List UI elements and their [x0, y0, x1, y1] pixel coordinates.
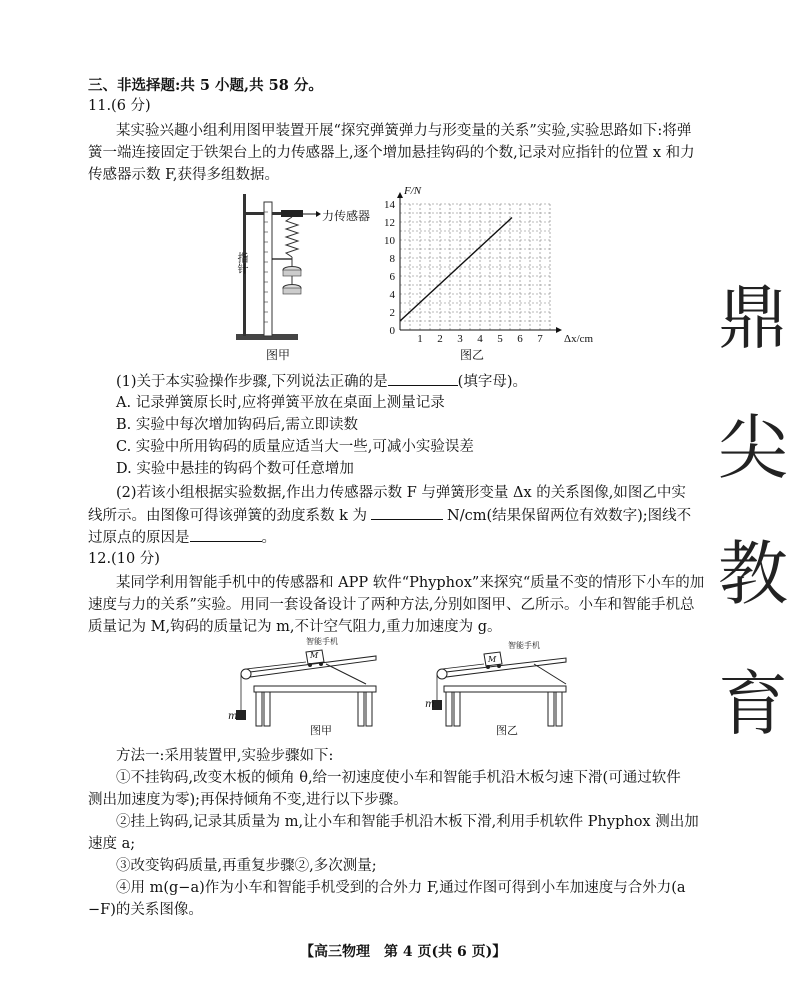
- q11-intro-line2: 簧一端连接固定于铁架台上的力传感器上,逐个增加悬挂钩码的个数,记录对应指针的位置 x 和力: [88, 145, 695, 161]
- q11-option-c: C. 实验中所用钩码的质量应适当大一些,可减小实验误差: [116, 439, 474, 455]
- q12-M-label-a: M: [310, 651, 319, 660]
- q11-fig-b-label: 图乙: [460, 348, 485, 362]
- q12-m-label-b: m: [425, 699, 435, 710]
- q11-part2-stem: 线所示。由图像可得该弹簧的劲度系数 k 为: [88, 508, 368, 524]
- y-tick-label: 10: [384, 235, 395, 247]
- q11-intro-line3: 传感器示数 F,获得多组数据。: [88, 167, 280, 183]
- q11-part2-line1: (2)若该小组根据实验数据,作出力传感器示数 F 与弹簧形变量 Δx 的关系图像,如图乙中实: [116, 485, 686, 501]
- table-top-b: [444, 686, 566, 692]
- q11-option-a: A. 记录弹簧原长时,应将弹簧平放在桌面上测量记录: [116, 395, 445, 411]
- x-tick-label: 7: [537, 333, 543, 345]
- pointer-label: 指针: [236, 252, 249, 274]
- q11-part1-stem: (1)关于本实验操作步骤,下列说法正确的是: [116, 374, 388, 390]
- q12-M-label-b: M: [488, 655, 497, 664]
- y-tick-label: 14: [384, 199, 395, 211]
- y-tick-label: 12: [384, 217, 395, 229]
- q11-part2-line2: [88, 505, 691, 526]
- q11-option-b: B. 实验中每次增加钩码后,需立即读数: [116, 417, 358, 433]
- q12-intro-line2: 速度与力的关系”实验。用同一套设备设计了两种方法,分别如图甲、乙所示。小车和智能手机总: [88, 597, 695, 613]
- y-tick-label: 2: [389, 307, 395, 319]
- q12-phone-label-a: 智能手机: [306, 637, 338, 646]
- hanging-mass: [236, 710, 246, 720]
- force-sensor: [281, 210, 303, 217]
- q11-part1-answer-blank[interactable]: [388, 371, 458, 386]
- pulley-b: [437, 669, 447, 679]
- q12-step1-line2: 测出加速度为零);再保持倾角不变,进行以下步骤。: [88, 792, 408, 808]
- sensor-arrow-head: [316, 211, 321, 217]
- q12-m-label-a: m: [228, 711, 238, 722]
- q11-part1-suffix: (填字母)。: [457, 374, 527, 390]
- q11-reason-answer-blank[interactable]: [190, 527, 262, 542]
- q11-part2-reason-stem: 过原点的原因是: [88, 530, 190, 546]
- x-tick-label: 1: [417, 333, 423, 345]
- x-tick-label: 2: [437, 333, 443, 345]
- pulley: [241, 669, 251, 679]
- q12-step3: ③改变钩码质量,再重复步骤②,多次测量;: [116, 858, 377, 874]
- q12-step1-line1: ①不挂钩码,改变木板的倾角 θ,给一初速度使小车和智能手机沿木板匀速下滑(可通过软件: [116, 770, 681, 786]
- table-top: [254, 686, 376, 692]
- y-tick-label: 8: [389, 253, 395, 265]
- q12-title: 12.(10 分): [88, 551, 160, 567]
- x-axis-label: Δx/cm: [564, 333, 594, 345]
- q12-step4-line2: −F)的关系图像。: [88, 902, 203, 918]
- series-line: [400, 218, 512, 322]
- force-sensor-label: 力传感器: [322, 209, 371, 223]
- q11-fig-a-label: 图甲: [266, 348, 291, 362]
- watermark-char-2: 尖: [718, 407, 788, 489]
- q12-fig-a-label: 图甲: [310, 724, 332, 737]
- q12-step2-line1: ②挂上钩码,记录其质量为 m,让小车和智能手机沿木板下滑,利用手机软件 Phyphox 测出加: [116, 814, 699, 830]
- table-leg-right: [358, 692, 364, 726]
- q11-part1-line: [116, 371, 527, 392]
- y-axis-label: F/N: [404, 185, 422, 197]
- q11-title: 11.(6 分): [88, 98, 151, 114]
- q12-setup-b: [424, 640, 584, 732]
- q11-force-chart: [376, 184, 594, 346]
- spring: [286, 217, 298, 257]
- section-header: 三、非选择题:共 5 小题,共 58 分。: [88, 77, 323, 94]
- y-tick-label: 0: [389, 325, 395, 337]
- watermark-char-3: 教: [718, 533, 788, 615]
- q11-part2-units: N/cm(结果保留两位有效数字);图线不: [447, 508, 692, 524]
- q11-intro-line1: 某实验兴趣小组利用图甲装置开展“探究弹簧弹力与形变量的关系”实验,实验思路如下:将弹: [116, 123, 692, 139]
- q11-option-d: D. 实验中悬挂的钩码个数可任意增加: [116, 461, 354, 477]
- table-leg-left: [264, 692, 270, 726]
- page-footer: 【高三物理 第 4 页(共 6 页)】: [300, 944, 507, 960]
- watermark-char-4: 育: [718, 663, 788, 745]
- x-axis-arrow: [556, 327, 562, 333]
- q12-setup-a: [226, 640, 386, 732]
- q11-part2-end: 。: [261, 530, 276, 546]
- x-tick-label: 3: [457, 333, 463, 345]
- q12-intro-line3: 质量记为 M,钩码的质量记为 m,不计空气阻力,重力加速度为 g。: [88, 619, 502, 635]
- x-tick-label: 4: [477, 333, 483, 345]
- y-axis-arrow: [397, 192, 403, 198]
- x-tick-label: 5: [497, 333, 503, 345]
- q12-fig-b-label: 图乙: [496, 724, 518, 737]
- q12-step4-line1: ④用 m(g−a)作为小车和智能手机受到的合外力 F,通过作图可得到小车加速度与合外力(a: [116, 880, 686, 896]
- q12-method1: 方法一:采用装置甲,实验步骤如下:: [116, 748, 334, 764]
- incline-board-b: [446, 658, 566, 677]
- x-tick-label: 6: [517, 333, 523, 345]
- q12-intro-line1: 某同学利用智能手机中的传感器和 APP 软件“Phyphox”来探究“质量不变的情形下小车的加: [116, 575, 705, 591]
- q12-step2-line2: 速度 a;: [88, 836, 136, 852]
- q11-part2-line3: [88, 527, 276, 548]
- q12-phone-label-b: 智能手机: [508, 641, 540, 650]
- y-tick-label: 6: [389, 271, 395, 283]
- y-tick-label: 4: [389, 289, 395, 301]
- q11-k-answer-blank[interactable]: [371, 505, 443, 520]
- watermark-char-1: 鼎: [718, 277, 788, 359]
